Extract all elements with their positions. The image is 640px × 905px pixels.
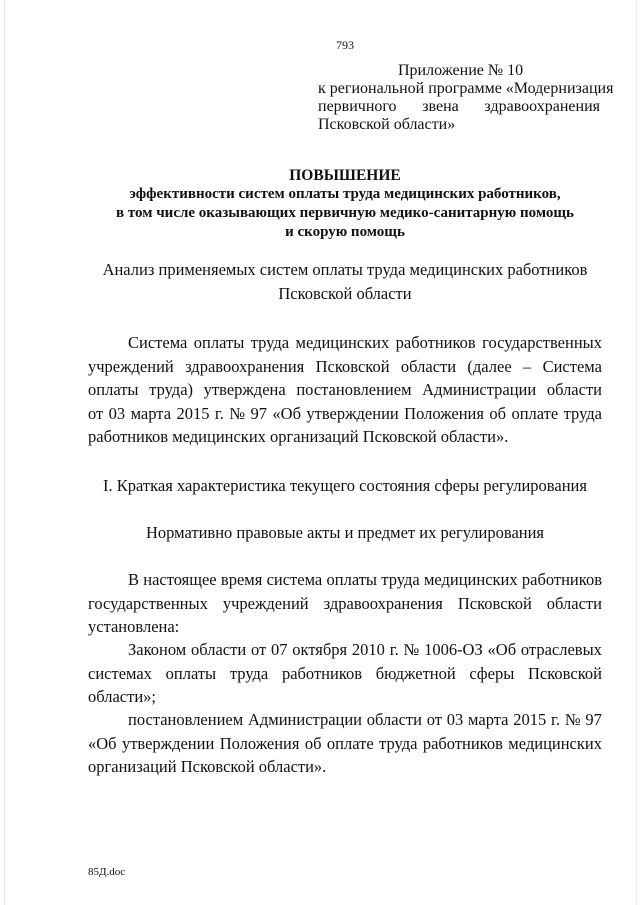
- paragraph-system-description: [88, 331, 602, 449]
- word: учреждений: [88, 356, 174, 376]
- word: г.: [551, 710, 561, 729]
- word: учреждений: [222, 593, 309, 613]
- subheading: Нормативно правовые акты и предмет их регулирования: [145, 523, 545, 542]
- word: оплате: [326, 733, 374, 753]
- word: работников: [281, 663, 363, 683]
- appendix-line-3: [318, 98, 600, 116]
- word: марта: [468, 710, 509, 729]
- word: В: [128, 570, 140, 589]
- word: 07: [270, 640, 288, 659]
- word: труда): [149, 380, 194, 399]
- word: области: [546, 380, 602, 399]
- word: оплате: [511, 403, 559, 423]
- text-line: [88, 662, 602, 686]
- word: 03: [108, 403, 126, 423]
- paragraph-resolution: [88, 708, 602, 779]
- word: труда: [381, 570, 420, 589]
- word: «Об: [88, 733, 117, 753]
- word: 03: [446, 710, 464, 729]
- word: г.: [214, 403, 224, 423]
- word: государственных: [88, 593, 208, 613]
- word: №: [403, 640, 420, 659]
- word: (далее: [467, 356, 512, 376]
- word: сферы: [469, 663, 515, 683]
- scan-edge-left: [4, 0, 5, 905]
- word: Система: [542, 356, 602, 376]
- page-number: 793: [336, 38, 354, 52]
- word: время: [220, 570, 263, 589]
- word: утверждении: [121, 733, 215, 753]
- word: медицинских: [295, 333, 390, 352]
- word: от: [426, 710, 442, 729]
- word: области: [546, 593, 602, 613]
- word: 97: [250, 403, 267, 423]
- text-line-last: области»;: [88, 687, 156, 706]
- word: оплаты: [165, 663, 217, 683]
- word: государственных: [482, 333, 602, 352]
- word: области: [366, 710, 422, 729]
- word: Администрации: [422, 380, 537, 399]
- word: оплаты: [326, 570, 378, 589]
- scan-edge-right: [636, 0, 637, 905]
- text-line: [88, 355, 602, 379]
- word: системах: [88, 663, 152, 683]
- word: отраслевых: [520, 640, 602, 659]
- text-line: [88, 732, 602, 756]
- appendix-line-1: Приложение № 10: [398, 62, 524, 79]
- word: труда: [379, 733, 418, 753]
- word: области: [400, 356, 457, 376]
- word: Псковской: [457, 593, 532, 613]
- analysis-heading-line-1: Анализ применяемых систем оплаты труда медицинских работников: [102, 260, 588, 279]
- word: 2010: [351, 640, 385, 659]
- appendix-word: звена: [422, 98, 459, 115]
- word: здравоохранения: [185, 356, 305, 376]
- word: медицинских: [423, 570, 518, 589]
- word: оплаты: [88, 380, 139, 399]
- word: 97: [585, 710, 602, 729]
- word: утверждена: [203, 380, 286, 399]
- title-main: ПОВЫШЕНИЕ: [289, 167, 401, 184]
- word: система: [266, 570, 323, 589]
- appendix-line-4: Псковской области»: [318, 116, 456, 133]
- word: Псковской: [528, 663, 602, 683]
- word: работников: [521, 570, 602, 589]
- word: Система: [128, 333, 188, 352]
- title-sub-1: эффективности систем оплаты труда медицинских работников,: [129, 186, 561, 202]
- word: от: [88, 403, 104, 423]
- section-heading: I. Краткая характеристика текущего состояния сферы регулирования: [103, 476, 587, 495]
- word: 2015: [176, 403, 210, 423]
- text-line: [88, 708, 602, 732]
- paragraph-law: [88, 638, 602, 709]
- paragraph-current-system: [88, 568, 602, 639]
- text-line: [88, 592, 602, 616]
- word: утверждении: [306, 403, 399, 423]
- word: 2015: [513, 710, 547, 729]
- appendix-note: [318, 62, 614, 134]
- text-line: [88, 568, 602, 592]
- word: труда: [250, 333, 290, 352]
- word: постановлением: [128, 710, 244, 729]
- word: об: [489, 403, 507, 423]
- word: №: [229, 403, 246, 423]
- word: Псковской: [315, 356, 390, 376]
- text-line-last: установлена:: [88, 617, 180, 636]
- appendix-word: первичного: [318, 98, 397, 115]
- analysis-heading-line-2: Псковской области: [278, 284, 412, 303]
- word: медицинских: [508, 733, 602, 753]
- file-name-footer: 85Д.doc: [88, 866, 126, 878]
- word: области: [191, 640, 247, 659]
- word: Законом: [128, 640, 187, 659]
- word: марта: [130, 403, 172, 423]
- word: №: [564, 710, 581, 729]
- title-sub-3: и скорую помощь: [285, 224, 405, 240]
- word: г.: [389, 640, 399, 659]
- word: Положения: [219, 733, 300, 753]
- word: от: [250, 640, 267, 659]
- word: труда: [229, 663, 269, 683]
- word: постановлением: [296, 380, 412, 399]
- word: здравоохранения: [323, 593, 443, 613]
- word: 1006-ОЗ: [424, 640, 483, 659]
- text-line-last: работников медицинских организаций Псковской области».: [88, 427, 509, 446]
- text-line: [88, 402, 602, 426]
- word: Администрации: [247, 710, 363, 729]
- word: оплаты: [193, 333, 245, 352]
- word: работников: [422, 733, 503, 753]
- word: «Об: [272, 403, 301, 423]
- title-sub-2: в том числе оказывающих первичную медико-санитарную помощь: [116, 205, 574, 221]
- appendix-word: здравоохранения: [484, 98, 600, 115]
- text-line: [88, 638, 602, 662]
- word: –: [523, 356, 532, 376]
- word: об: [304, 733, 322, 753]
- word: «Об: [487, 640, 517, 659]
- word: настоящее: [143, 570, 217, 589]
- word: Положения: [404, 403, 484, 423]
- analysis-heading: [88, 258, 602, 306]
- text-line-last: организаций Псковской области».: [88, 757, 327, 776]
- word: работников: [395, 333, 476, 352]
- word: бюджетной: [375, 663, 456, 683]
- word: октября: [292, 640, 348, 659]
- word: труда: [563, 403, 602, 423]
- appendix-line-2: к региональной программе «Модернизация: [318, 80, 614, 97]
- text-line: [88, 378, 602, 402]
- document-title: [88, 166, 602, 242]
- text-line: [88, 331, 602, 355]
